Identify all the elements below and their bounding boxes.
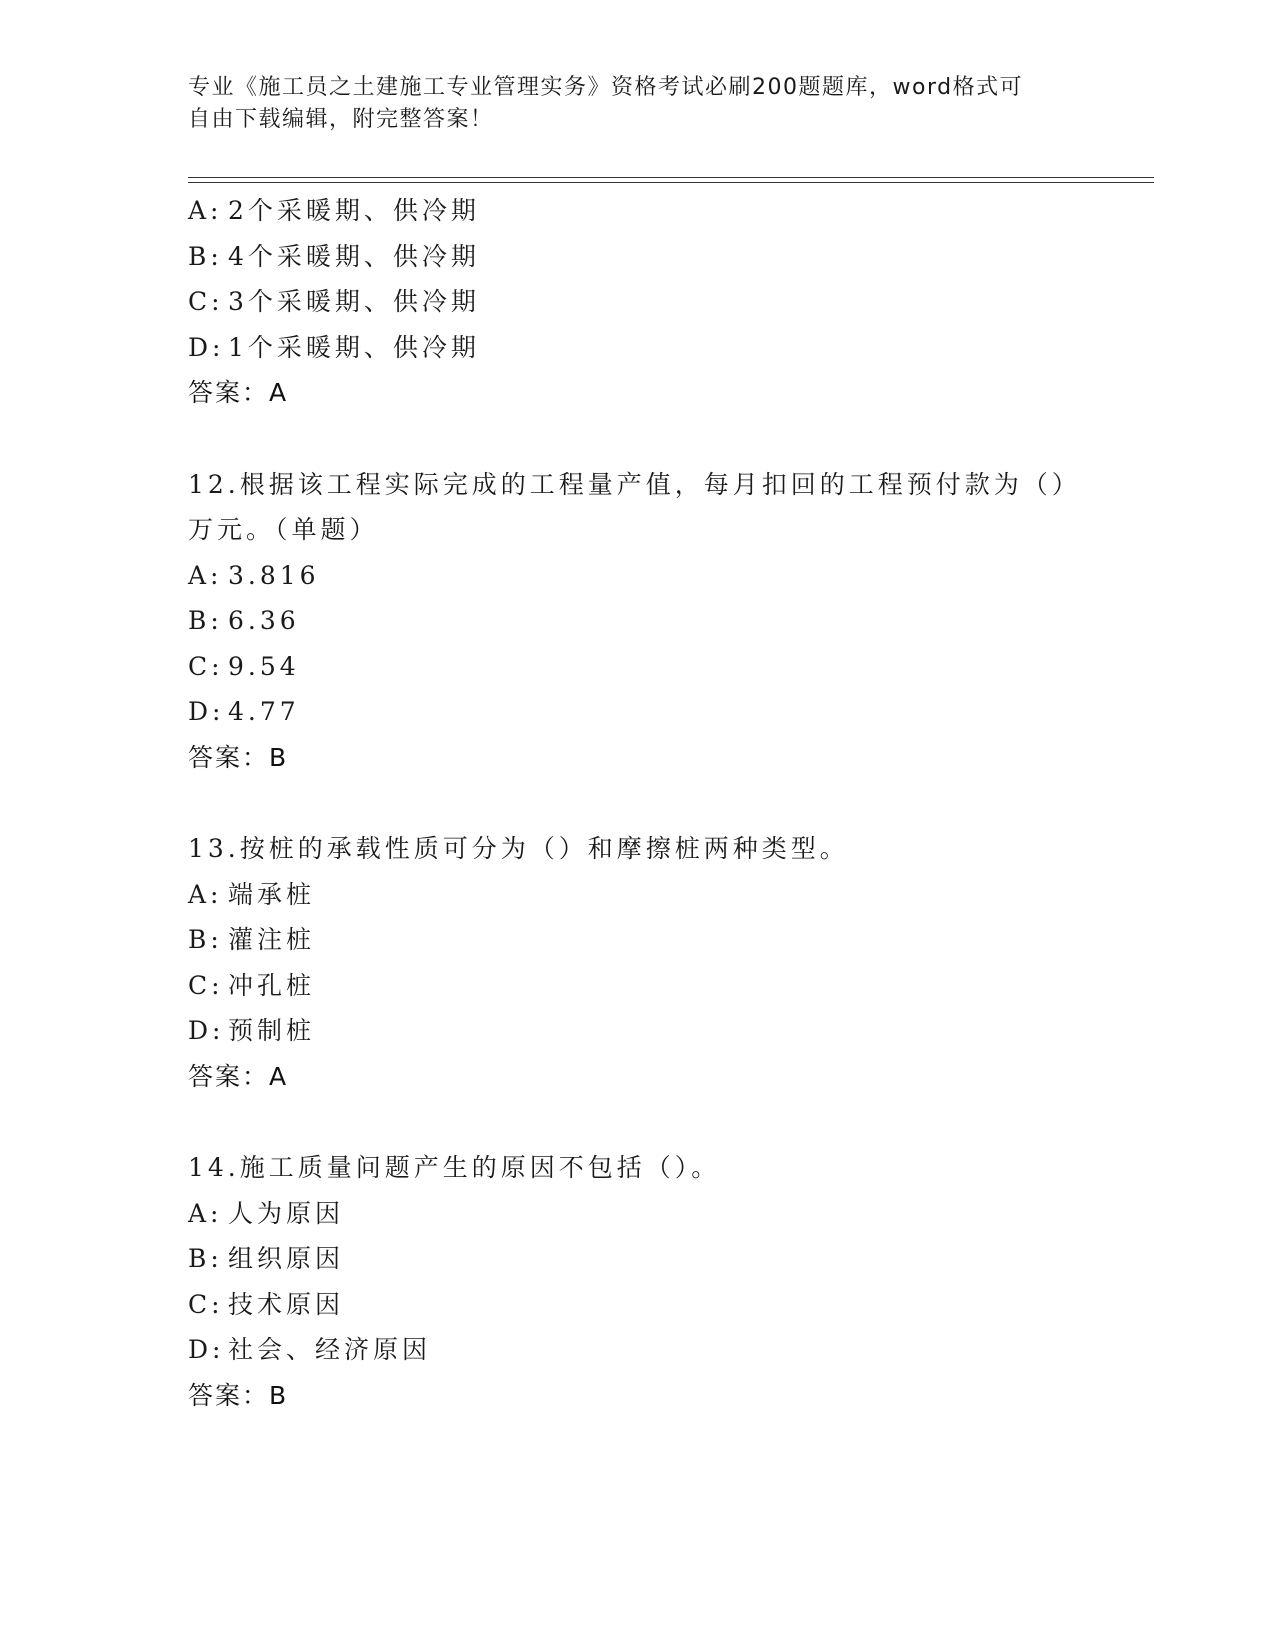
option-text: 灌注桩: [228, 925, 316, 954]
header-line-1: 专业《施工员之土建施工专业管理实务》资格考试必刷200题题库，word格式可: [188, 75, 1024, 100]
answer-line: 答案：B: [188, 1380, 289, 1410]
question-stem: 12.根据该工程实际完成的工程量产值，每月扣回的工程预付款为（）: [188, 469, 1081, 499]
option-letter: D:: [188, 1335, 225, 1364]
option-b: [188, 917, 1088, 963]
option-letter: C:: [188, 1289, 224, 1319]
document-header: [188, 72, 1088, 136]
option-b: [188, 598, 1088, 644]
option-letter: A:: [188, 879, 223, 909]
option-text: 组织原因: [228, 1244, 345, 1273]
option-a: [188, 1191, 1088, 1237]
question-stem-continued: 万元。（单题）: [188, 515, 379, 544]
option-text: 社会、经济原因: [228, 1335, 432, 1364]
option-letter: A:: [188, 560, 223, 590]
answer-line: 答案：A: [188, 378, 289, 407]
question-list: [188, 188, 1088, 1418]
option-d: [188, 1008, 1088, 1054]
option-letter: A:: [188, 1198, 223, 1228]
option-letter: D:: [188, 1016, 225, 1045]
header-divider-bottom: [188, 182, 1154, 183]
option-letter: D:: [188, 697, 225, 726]
option-text: 端承桩: [228, 879, 316, 909]
option-letter: B:: [188, 1244, 223, 1273]
option-d: [188, 325, 1088, 371]
question-stem: 13.按桩的承载性质可分为（）和摩擦桩两种类型。: [188, 834, 849, 863]
option-text: 6.36: [228, 606, 300, 635]
spacer: [188, 416, 1088, 462]
option-a: [188, 872, 1088, 918]
question-block-12: [188, 462, 1088, 781]
option-letter: B:: [188, 606, 223, 635]
option-a: [188, 553, 1088, 599]
header-divider-top: [188, 177, 1154, 178]
option-letter: A:: [188, 196, 223, 225]
question-block-14: [188, 1145, 1088, 1418]
option-text: 4.77: [228, 697, 300, 726]
option-a: [188, 188, 1088, 234]
option-text: 3.816: [228, 560, 320, 590]
header-line-2: 自由下载编辑，附完整答案！: [188, 107, 494, 132]
question-block-partial: [188, 188, 1088, 416]
option-c: [188, 279, 1088, 325]
option-letter: D:: [188, 332, 225, 362]
answer-line: 答案：A: [188, 1061, 289, 1091]
spacer: [188, 1099, 1088, 1145]
option-text: 预制桩: [228, 1016, 316, 1045]
option-text: 冲孔桩: [228, 970, 316, 1000]
option-letter: B:: [188, 241, 223, 271]
spacer: [188, 780, 1088, 826]
option-text: 技术原因: [228, 1289, 345, 1319]
option-b: [188, 1236, 1088, 1282]
option-c: [188, 644, 1088, 690]
option-d: [188, 1327, 1088, 1373]
option-text: 人为原因: [228, 1198, 345, 1228]
option-text: 9.54: [228, 651, 300, 681]
option-d: [188, 689, 1088, 735]
option-b: [188, 234, 1088, 280]
option-letter: C:: [188, 970, 224, 1000]
option-text: 2个采暖期、供冷期: [228, 196, 480, 225]
option-text: 4个采暖期、供冷期: [228, 241, 480, 271]
option-c: [188, 1282, 1088, 1328]
answer-line: 答案：B: [188, 742, 289, 772]
question-stem: 14.施工质量问题产生的原因不包括（）。: [188, 1153, 721, 1182]
option-letter: C:: [188, 651, 224, 681]
option-letter: B:: [188, 925, 223, 954]
option-text: 1个采暖期、供冷期: [228, 332, 480, 362]
option-text: 3个采暖期、供冷期: [228, 287, 480, 316]
option-letter: C:: [188, 287, 224, 316]
question-block-13: [188, 826, 1088, 1099]
option-c: [188, 963, 1088, 1009]
